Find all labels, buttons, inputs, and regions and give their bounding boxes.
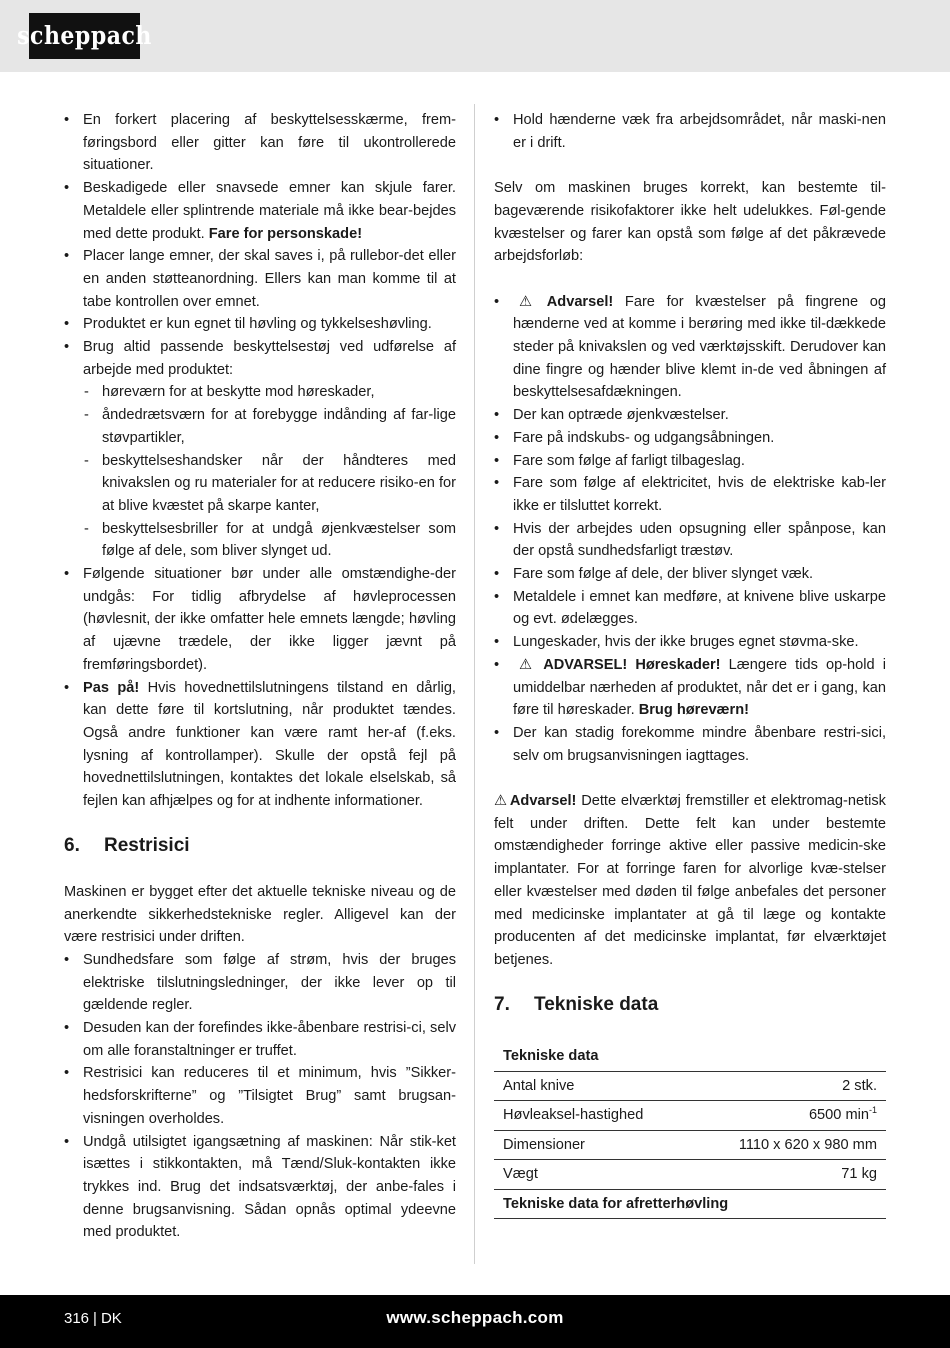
list-item: • Beskadigede eller snavsede emner kan skjule farer. Metaldele eller splintrende materiale må ikke bear-bejdes med dette produkt. Fare for personskade! <box>64 177 456 245</box>
list-item: • Lungeskader, hvis der ikke bruges egnet støvma-ske. <box>494 631 886 654</box>
section-heading-restrisici <box>64 833 456 859</box>
risk-intro: Selv om maskinen bruges korrekt, kan bestemte til-bageværende risikofaktorer ikke helt udelukkes. Føl-gende kvæstelser og farer kan opstå som følge af det påkrævede arbejdsforløb: <box>494 180 886 265</box>
list-item: - åndedrætsværn for at forebygge indånding af far-lige støvpartikler, <box>83 404 456 449</box>
warning-triangle-icon: ⚠ <box>494 793 508 810</box>
list-item: • ⚠ ADVARSEL! Høreskader! Længere tids op-hold i umiddelbar nærheden af produktet, når det er i gang, kan føre til høreskader. Brug høreværn! <box>494 654 886 722</box>
footer-bar <box>0 1295 950 1348</box>
page-number: 316 <box>64 1310 90 1327</box>
list-item: • Fare på indskubs- og udgangsåbningen. <box>494 427 886 450</box>
list-item: • Desuden kan der forefindes ikke-åbenbare restrisi-ci, selv om alle foranstaltninger er truffet. <box>64 1017 456 1062</box>
table-row: Høvleaksel-hastighed 6500 $\min^{-1}$ <box>494 1101 886 1131</box>
hands-list <box>494 109 886 154</box>
list-item: - beskyttelsesbriller for at undgå øjenkvæstelser som følge af dele, som bliver slynget ud. <box>83 518 456 563</box>
list-item: • Brug altid passende beskyttelsestøj ved udførelse af arbejde med produktet: - høreværn for at beskytte mod høreskader, - åndedrætsværn for at forebygge indånding af far-lige støvpartikler, - beskyttelseshandsker når der håndteres med knivakslen og ru materialer for at reducere risiko-en for at blive kvæstet på skarpe kanter, - beskyttelsesbriller for at undgå øjenkvæstelser som følge af dele, som bliver slynget ud. <box>64 336 456 563</box>
table-row: Vægt 71 kg <box>494 1160 886 1190</box>
list-item: - beskyttelseshandsker når der håndteres med knivakslen og ru materialer for at reducere risiko-en for at blive kvæstet på skarpe kanter, <box>83 450 456 518</box>
list-item: • Placer lange emner, der skal saves i, på rullebor-det eller en anden støtteanordning. Ellers kan man komme til at tabe kontrollen over emnet. <box>64 245 456 313</box>
hazard-list <box>494 291 886 768</box>
list-item: • Undgå utilsigtet igangsætning af maskinen: Når stik-ket isættes i stikkontakten, må Tænd/Sluk-kontakten ikke trykkes ind. Brug det indsatsværktøj, der anbe-fales i denne brugsanvisning. Sådan opnås optimal ydeevne med produktet. <box>64 1131 456 1245</box>
right-column <box>494 109 886 1219</box>
section-title: Restrisici <box>104 834 190 856</box>
list-item: • Pas på! Hvis hovednettilslutningens tilstand en dårlig, kan dette føre til kortslutning, når produktet tændes. Også andre funktioner kan være ramt her-af (f.eks. lysning af kontrollamper). Skulle der opstå fejl på hovednettilslutningen, kontaktes det lokale elselskab, så fejlen kan afhjælpes og for at indhente informationer. <box>64 677 456 813</box>
brand-logo: scheppach <box>29 13 140 59</box>
caution-label: Pas på! <box>83 679 140 696</box>
emf-warning: ⚠ Advarsel! Dette elværktøj fremstiller et elektromag-netisk felt under driften. Dette felt kan under bestemte omstændigheder forringe aktive eller passive medicin-ske implantater. For at forringe faren for alvorlige kvæ-stelser eller kvæstelser med døden til følge anbefales det personer med medicinske implantater at gå til læge og kontakte producenten af det medicinske implantat, før elværktøjet betjenes. <box>494 793 886 968</box>
table-row: Antal knive 2 stk. <box>494 1071 886 1101</box>
list-item: • Sundhedsfare som følge af strøm, hvis der bruges elektriske tilslutningsledninger, der ikke lever op til gældende regler. <box>64 949 456 1017</box>
list-item: • Fare som følge af dele, der bliver slynget væk. <box>494 563 886 586</box>
list-item: • Der kan stadig forekomme mindre åbenbare restri-sici, selv om brugsanvisningen iagttages. <box>494 722 886 767</box>
section-heading-tekniske-data <box>494 992 886 1018</box>
personal-injury-warning: Fare for personskade! <box>208 225 363 242</box>
list-item: • Fare som følge af farligt tilbageslag. <box>494 450 886 473</box>
list-item: • Restrisici kan reduceres til et minimum, hvis ”Sikker-hedsforskrifterne” og ”Tilsigtet Brug” samt brugsan-visningen overholdes. <box>64 1062 456 1130</box>
warning-triangle-icon: ⚠ <box>519 293 533 310</box>
list-item: • Der kan optræde øjenkvæstelser. <box>494 404 886 427</box>
list-item: - høreværn for at beskytte mod høreskader, <box>83 381 456 404</box>
header-bar <box>0 0 950 72</box>
section-intro: Maskinen er bygget efter det aktuelle tekniske niveau og de anerkendte sikkerhedstekniske regler. Alligevel kan der være restrisici under driften. <box>64 883 456 946</box>
left-column <box>64 109 456 1244</box>
page-separator: | <box>93 1310 97 1327</box>
residual-risk-list <box>64 949 456 1244</box>
list-item: • ⚠ Advarsel! Fare for kvæstelser på fingrene og hænderne ved at komme i berøring med ikke til-dækkede steder på knivakslen og ved værktøjsskift. Derudover kan dine fingre og hænder blive klemt in-de ved åbningen af beskyttelsesafdækningen. <box>494 291 886 405</box>
column-divider <box>474 104 475 1264</box>
warning-triangle-icon: ⚠ <box>519 656 533 673</box>
list-item: • Hvis der arbejdes uden opsugning eller spånpose, kan der opstå sundhedsfarligt træstøv. <box>494 518 886 563</box>
list-item: • Produktet er kun egnet til høvling og tykkelseshøvling. <box>64 313 456 336</box>
list-item: • Fare som følge af elektricitet, hvis de elektriske kab-ler ikke er tilsluttet korrekt. <box>494 472 886 517</box>
language-code: DK <box>100 1310 122 1327</box>
table-header-row: Tekniske data <box>494 1042 886 1072</box>
list-item: • Metaldele i emnet kan medføre, at knivene blive uskarpe og evt. ødelægges. <box>494 586 886 631</box>
protective-gear-list <box>83 381 456 563</box>
technical-data-table <box>494 1042 886 1220</box>
section-title: Tekniske data <box>534 993 659 1015</box>
table-subheader-row: Tekniske data for afretterhøvling <box>494 1189 886 1219</box>
safety-list <box>64 109 456 813</box>
section-number: 7. <box>494 993 510 1015</box>
list-item: • Følgende situationer bør under alle omstændighe-der undgås: For tidlig afbrydelse af høvleprocessen (høvlesnit, der ikke omfatter hele emnets længde; høvling af ujævne trædele, der ikke ligger jævnt på fremføringsbordet). <box>64 563 456 677</box>
table-row: Dimensioner 1110 x 620 x 980 mm <box>494 1130 886 1160</box>
list-item: • Hold hænderne væk fra arbejdsområdet, når maski-nen er i drift. <box>494 109 886 154</box>
section-number: 6. <box>64 834 80 856</box>
website-link[interactable]: www.scheppach.com <box>386 1308 564 1327</box>
list-item: • En forkert placering af beskyttelsesskærme, frem-føringsbord eller gitter kan føre til ukontrollerede situationer. <box>64 109 456 177</box>
